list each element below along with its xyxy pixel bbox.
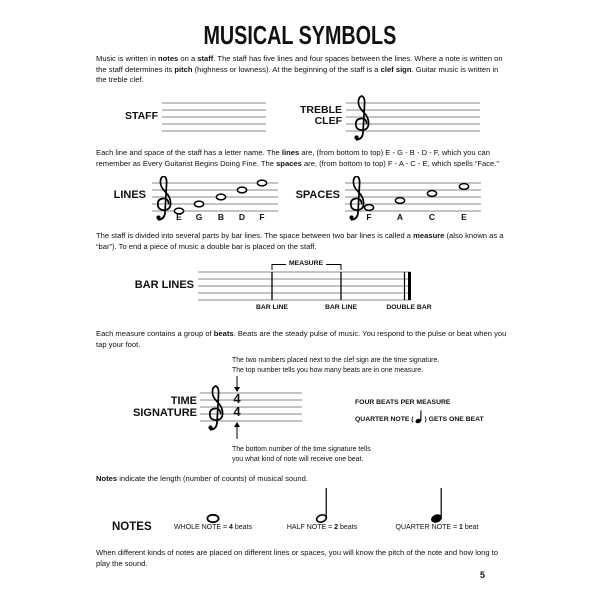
- page-title: MUSICAL SYMBOLS: [203, 20, 397, 50]
- time-signature-bottom-note: The bottom number of the time signature tells you what kind of note will receive one beat.: [232, 446, 371, 463]
- quarter-note-beat-text: [355, 409, 484, 424]
- quarter-note-icon: [415, 409, 424, 424]
- staff-label: STAFF: [124, 110, 158, 122]
- page-title-wrap: [0, 22, 600, 49]
- space-note-name: E: [461, 212, 467, 222]
- line-note-name: E: [176, 212, 182, 222]
- bar-line-caption: BAR LINE: [324, 304, 358, 311]
- notes-label: NOTES: [112, 521, 152, 533]
- quarter-note-caption: QUARTER NOTE = 1 beat: [395, 524, 479, 531]
- paragraph-note-length: Notes indicate the length (number of counts) of musical sound.: [96, 474, 308, 483]
- line-note-name: D: [238, 212, 246, 222]
- whole-note-icon: [395, 198, 404, 204]
- space-note-name: F: [366, 212, 372, 222]
- line-note-name: F: [259, 212, 265, 222]
- whole-note-icon: [427, 191, 436, 197]
- quarter-note-beat-prefix: QUARTER NOTE (: [355, 416, 414, 423]
- paragraph-letter-names: Each line and space of the staff has a letter name. The lines are, (from bottom to top) E - G - B - D - F, which you can remember as Every Guitarist Begins Doing Fine. The spaces are, (from bottom to top) F - A - C - E, which spells “Face.”: [96, 148, 499, 168]
- arrow-up-head-icon: [234, 422, 240, 427]
- whole-note-icon: [194, 201, 203, 207]
- treble-clef-diagram-icon: [344, 94, 482, 146]
- page-number: 5: [480, 570, 486, 580]
- space-note-name: A: [396, 212, 404, 222]
- quarter-note-beat-suffix: ) GETS ONE BEAT: [424, 416, 484, 423]
- treble-clef-label-line1: TREBLE: [300, 104, 342, 116]
- time-signature-top-note: The two numbers placed next to the clef sign are the time signature. The top number tells you how many beats are in one measure.: [232, 357, 440, 374]
- time-signature-top-number: 4: [233, 391, 241, 406]
- line-note-name: B: [217, 212, 225, 222]
- whole-note-icon: [237, 187, 246, 193]
- bar-lines-label: BAR LINES: [134, 279, 194, 291]
- whole-note-caption: WHOLE NOTE = 4 beats: [173, 524, 253, 531]
- staff-diagram-icon: [162, 101, 266, 135]
- paragraph-closing: When different kinds of notes are placed on different lines or spaces, you will know the pitch of the note and how long to play the sound.: [96, 548, 499, 568]
- half-note-icon: [311, 486, 333, 524]
- time-signature-label-line1: TIME: [170, 395, 197, 407]
- whole-note-icon: [216, 194, 225, 200]
- double-bar-thick-icon: [408, 272, 411, 300]
- spaces-label: SPACES: [295, 189, 340, 201]
- space-note-name: C: [428, 212, 436, 222]
- paragraph-bar-lines: The staff is divided into several parts by bar lines. The space between two bar lines is called a measure (also known as a “bar”). To end a piece of music a double bar is placed on the staff.: [96, 231, 504, 251]
- time-signature-diagram-icon: [200, 376, 304, 446]
- quarter-note-icon: [426, 486, 448, 524]
- paragraph-intro: Music is written in notes on a staff. The staff has five lines and four spaces between the lines. Where a note is written on the staff determines its pitch (highness or lowness). At the beginning of the staff is a clef sign. Guitar music is written in the treble clef.: [96, 54, 503, 85]
- line-note-name: G: [195, 212, 203, 222]
- double-bar-caption: DOUBLE BAR: [386, 304, 432, 311]
- time-signature-label-line2: SIGNATURE: [133, 407, 197, 419]
- time-signature-bottom-number: 4: [233, 404, 241, 419]
- whole-note-icon: [257, 180, 266, 186]
- whole-note-icon: [364, 205, 373, 211]
- treble-clef-label-line2: CLEF: [314, 115, 342, 127]
- half-note-caption: HALF NOTE = 2 beats: [286, 524, 358, 531]
- bar-line-caption: BAR LINE: [255, 304, 289, 311]
- lines-label: LINES: [113, 189, 146, 201]
- whole-note-icon: [459, 184, 468, 190]
- beats-per-measure-text: FOUR BEATS PER MEASURE: [355, 399, 451, 406]
- paragraph-beats: Each measure contains a group of beats. Beats are the steady pulse of music. You respond to the pulse or beat when you tap your foot.: [96, 329, 507, 349]
- measure-label: MEASURE: [286, 260, 326, 268]
